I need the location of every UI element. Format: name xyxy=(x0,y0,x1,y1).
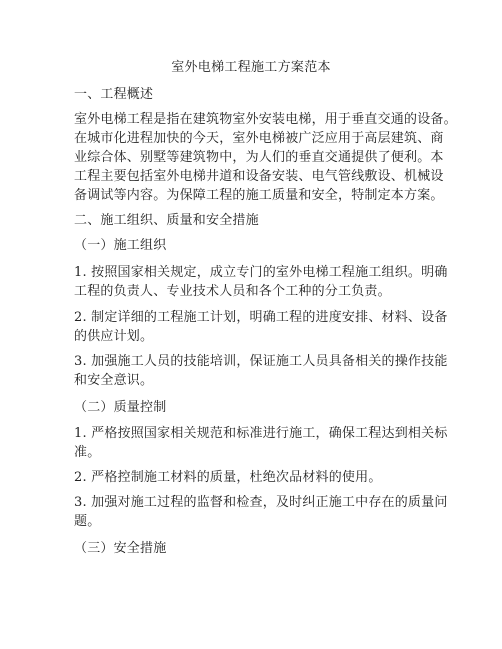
subsection-heading-organization: （一）施工组织 xyxy=(74,238,167,253)
list-item-line: 1. 按照国家相关规定，成立专门的室外电梯工程施工组织。明确 xyxy=(74,265,448,280)
paragraph-line: 工程主要包括室外电梯井道和设备安装、电气管线敷设、机械设 xyxy=(74,169,444,184)
list-item-line: 1. 严格按照国家相关规范和标准进行施工，确保工程达到相关标 xyxy=(74,426,448,441)
paragraph-line: 备调试等内容。为保障工程的施工质量和安全，特制定本方案。 xyxy=(74,188,444,203)
subsection-heading-safety: （三）安全措施 xyxy=(74,541,167,556)
list-item-line: 准。 xyxy=(74,445,101,460)
paragraph-line: 在城市化进程加快的今天，室外电梯被广泛应用于高层建筑、商 xyxy=(74,131,444,146)
document-title: 室外电梯工程施工方案范本 xyxy=(171,60,331,75)
list-item-line: 2. 严格控制施工材料的质量，杜绝次品材料的使用。 xyxy=(74,470,382,485)
paragraph-line: 业综合体、别墅等建筑物中，为人们的垂直交通提供了便利。本 xyxy=(74,150,444,165)
section-heading-measures: 二、施工组织、质量和安全措施 xyxy=(74,213,259,228)
section-heading-overview: 一、工程概述 xyxy=(74,87,154,102)
list-item-line: 3. 加强施工人员的技能培训，保证施工人员具备相关的操作技能 xyxy=(74,354,448,369)
list-item-line: 题。 xyxy=(74,514,101,529)
paragraph-line: 室外电梯工程是指在建筑物室外安装电梯，用于垂直交通的设备。 xyxy=(74,112,457,127)
list-item-line: 2. 制定详细的工程施工计划，明确工程的进度安排、材料、设备 xyxy=(74,310,448,325)
list-item-line: 3. 加强对施工过程的监督和检查，及时纠正施工中存在的质量问 xyxy=(74,495,448,510)
list-item-line: 工程的负责人、专业技术人员和各个工种的分工负责。 xyxy=(74,284,391,299)
list-item-line: 的供应计划。 xyxy=(74,329,154,344)
subsection-heading-quality: （二）质量控制 xyxy=(74,400,167,415)
list-item-line: 和安全意识。 xyxy=(74,373,154,388)
